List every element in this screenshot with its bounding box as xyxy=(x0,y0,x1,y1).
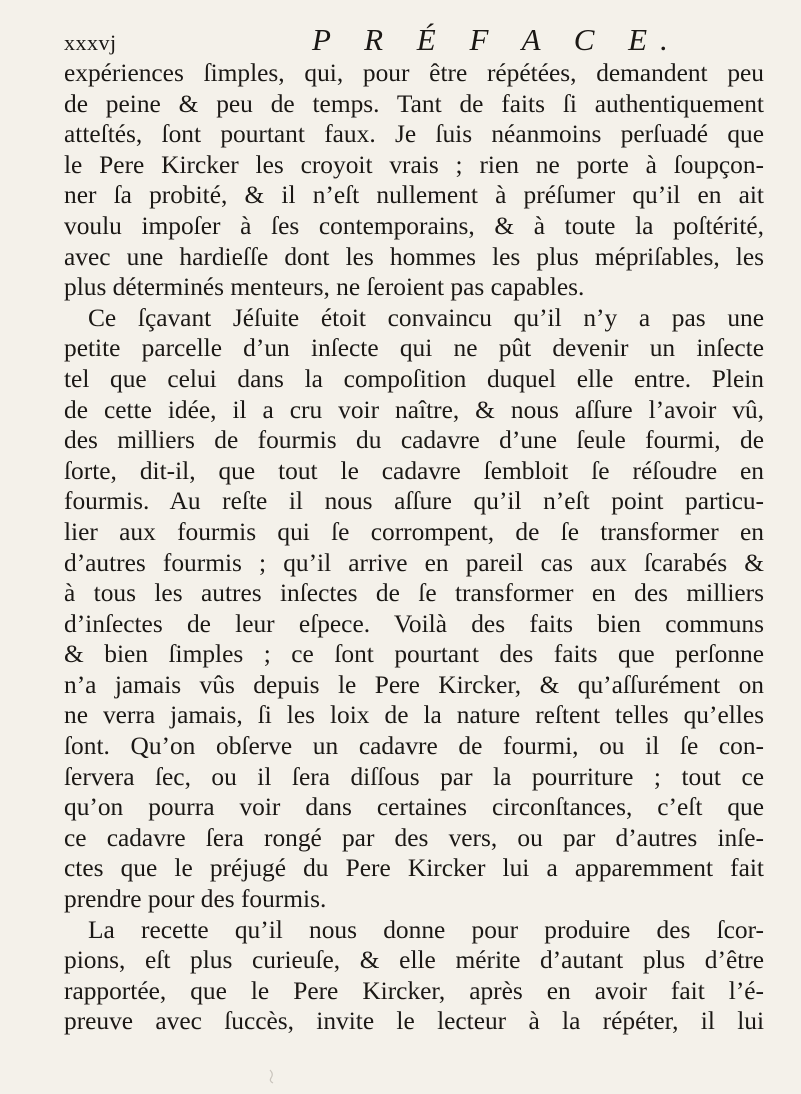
text-line: expériences ſimples, qui, pour être répétées, demandent peu xyxy=(64,59,764,87)
text-line: de cette idée, il a cru voir naître, & nous aſſure l’avoir vû, xyxy=(64,395,764,424)
text-line: qu’on pourra voir dans certaines circonſtances, c’eſt que xyxy=(64,793,764,822)
text-line: d’inſectes de leur eſpece. Voilà des faits bien communs xyxy=(64,609,764,638)
ink-smudge-mark xyxy=(268,1068,278,1084)
body-text xyxy=(64,58,764,1037)
text-line: avec une hardieſſe dont les hommes les plus mépriſables, les xyxy=(64,242,764,271)
text-line: & bien ſimples ; ce ſont pourtant des faits que perſonne xyxy=(64,640,764,669)
text-line: pions, eſt plus curieuſe, & elle mérite d’autant plus d’être xyxy=(64,946,764,975)
text-line: ſervera ſec, ou il ſera diſſous par la pourriture ; tout ce xyxy=(64,762,764,791)
text-line: preuve avec ſuccès, invite le lecteur à la répéter, il lui xyxy=(64,1007,764,1036)
text-line: lier aux fourmis qui ſe corrompent, de ſe transformer en xyxy=(64,517,764,546)
text-line: ctes que le préjugé du Pere Kircker lui a apparemment fait xyxy=(64,854,764,883)
text-line: des milliers de fourmis du cadavre d’une ſeule fourmi, de xyxy=(64,426,764,455)
page-number: xxxvj xyxy=(64,30,117,55)
page-header xyxy=(64,22,764,58)
text-line: à tous les autres inſectes de ſe transformer en des milliers xyxy=(64,579,764,608)
text-line: ner ſa probité, & il n’eſt nullement à préſumer qu’il en ait xyxy=(64,181,764,210)
text-line: petite parcelle d’un inſecte qui ne pût devenir un inſecte xyxy=(64,334,764,363)
paragraph-start: Ce ſçavant Jéſuite étoit convaincu qu’il n’y a pas une xyxy=(88,303,764,332)
text-line: ne verra jamais, ſi les loix de la nature reſtent telles qu’elles xyxy=(64,701,764,730)
paragraph-start: La recette qu’il nous donne pour produire des ſcor- xyxy=(88,915,764,944)
running-title: P R É F A C E. xyxy=(312,22,681,57)
text-line: plus déterminés menteurs, ne ſeroient pas capables. xyxy=(64,273,585,302)
text-line: atteſtés, ſont pourtant faux. Je ſuis néanmoins perſuadé que xyxy=(64,120,764,149)
text-line: rapportée, que le Pere Kircker, après en avoir fait l’é- xyxy=(64,976,764,1005)
text-line: voulu impoſer à ſes contemporains, & à toute la poſtérité, xyxy=(64,211,764,240)
text-line: le Pere Kircker les croyoit vrais ; rien ne porte à ſoupçon- xyxy=(64,150,764,179)
text-line: ſorte, dit-il, que tout le cadavre ſembloit ſe réſoudre en xyxy=(64,456,764,485)
text-line: ſont. Qu’on obſerve un cadavre de fourmi, ou il ſe con- xyxy=(64,732,764,761)
text-line: prendre pour des fourmis. xyxy=(64,885,327,914)
text-line: fourmis. Au reſte il nous aſſure qu’il n’eſt point particu- xyxy=(64,487,764,516)
text-line: de peine & peu de temps. Tant de faits ſi authentiquement xyxy=(64,89,764,118)
text-line: d’autres fourmis ; qu’il arrive en pareil cas aux ſcarabés & xyxy=(64,548,764,577)
text-line: ce cadavre ſera rongé par des vers, ou par d’autres inſe- xyxy=(64,823,764,852)
text-line: tel que celui dans la compoſition duquel elle entre. Plein xyxy=(64,364,764,393)
text-line: n’a jamais vûs depuis le Pere Kircker, & qu’aſſurément on xyxy=(64,670,764,699)
